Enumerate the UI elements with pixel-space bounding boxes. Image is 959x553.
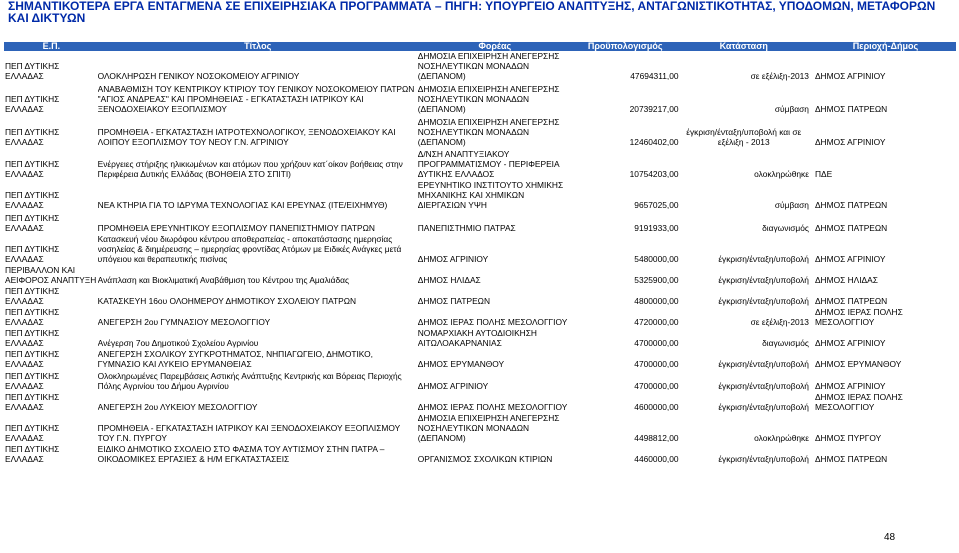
table-row <box>4 328 956 349</box>
cell-agency: ΟΡΓΑΝΙΣΜΟΣ ΣΧΟΛΙΚΩΝ ΚΤΙΡΙΩΝ <box>417 454 553 464</box>
cell-status: ολοκληρώθηκε <box>754 433 809 443</box>
table-row <box>4 370 956 392</box>
cell-area: ΔΗΜΟΣ ΠΑΤΡΕΩΝ <box>814 104 888 114</box>
table-row <box>4 180 956 211</box>
cell-budget: 4700000,00 <box>634 381 679 391</box>
table-row <box>4 211 956 234</box>
cell-area: ΠΔΕ <box>814 169 833 179</box>
cell-area: ΔΗΜΟΣ ΠΑΤΡΕΩΝ <box>814 296 888 306</box>
cell-title: ΠΡΟΜΗΘΕΙΑ - ΕΓΚΑΤΑΣΤΑΣΗ ΙΑΤΡΙΚΟΥ ΚΑΙ ΞΕΝΟΔΟΧΕΙΑΚΟΥ ΕΞΟΠΛΙΣΜΟΥ ΤΟΥ Γ.Ν. ΠΥΡΓΟΥ <box>97 423 401 443</box>
cell-ep: ΠΕΠ ΔΥΤΙΚΗΣ ΕΛΛΑΔΑΣ <box>5 213 60 233</box>
cell-status: σύμβαση <box>774 104 809 114</box>
cell-ep: ΠΕΠ ΔΥΤΙΚΗΣ ΕΛΛΑΔΑΣ <box>5 190 60 210</box>
cell-title: ΚΑΤΑΣΚΕΥΗ 16ου ΟΛΟΗΜΕΡΟΥ ΔΗΜΟΤΙΚΟΥ ΣΧΟΛΕΙΟΥ ΠΑΤΡΩΝ <box>97 296 357 306</box>
cell-ep: ΠΕΠ ΔΥΤΙΚΗΣ ΕΛΛΑΔΑΣ <box>5 371 60 391</box>
cell-ep: ΠΕΠ ΔΥΤΙΚΗΣ ΕΛΛΑΔΑΣ <box>5 328 60 348</box>
table-row <box>4 234 956 265</box>
cell-agency: ΔΗΜΟΣ ΗΛΙΔΑΣ <box>417 275 481 285</box>
cell-ep: ΠΕΠ ΔΥΤΙΚΗΣ ΕΛΛΑΔΑΣ <box>5 444 60 464</box>
cell-title: ΝΕΑ ΚΤΗΡΙΑ ΓΙΑ ΤΟ ΙΔΡΥΜΑ ΤΕΧΝΟΛΟΓΙΑΣ ΚΑΙ ΕΡΕΥΝΑΣ (ΙΤΕ/ΕΙΧΗΜΥΘ) <box>97 200 388 210</box>
cell-budget: 4460000,00 <box>634 454 679 464</box>
document-title-line-2: ΚΑΙ ΔΙΚΤΥΩΝ <box>8 11 86 25</box>
document-title-line-1: ΣΗΜΑΝΤΙΚΟΤΕΡΑ ΕΡΓΑ ΕΝΤΑΓΜΕΝΑ ΣΕ ΕΠΙΧΕΙΡΗΣΙΑΚΑ ΠΡΟΓΡΑΜΜΑΤΑ – ΠΗΓΗ: ΥΠΟΥΡΓΕΙΟ ΑΝΑΠΤΥΞΗΣ, ΑΝΤΑΓΩΝΙΣΤΙΚΟΤΗΤΑΣ, ΥΠΟΔΟΜΩΝ, ΜΕΤΑΦΟΡΩΝ <box>8 0 936 13</box>
cell-area: ΔΗΜΟΣ ΑΓΡΙΝΙΟΥ <box>814 381 886 391</box>
cell-agency: ΔΗΜΟΣΙΑ ΕΠΙΧΕΙΡΗΣΗ ΑΝΕΓΕΡΣΗΣ ΝΟΣΗΛΕΥΤΙΚΩΝ ΜΟΝΑΔΩΝ (ΔΕΠΑΝΟΜ) <box>417 117 560 147</box>
cell-area: ΔΗΜΟΣ ΠΑΤΡΕΩΝ <box>814 454 888 464</box>
cell-agency: Δ/ΝΣΗ ΑΝΑΠΤΥΞΙΑΚΟΥ ΠΡΟΓΡΑΜΜΑΤΙΣΜΟΥ - ΠΕΡΙΦΕΡΕΙΑ ΔΥΤΙΚΗΣ ΕΛΛΑΔΟΣ <box>417 149 560 179</box>
cell-agency: ΕΡΕΥΝΗΤΙΚΟ ΙΝΣΤΙΤΟΥΤΟ ΧΗΜΙΚΗΣ ΜΗΧΑΝΙΚΗΣ ΚΑΙ ΧΗΜΙΚΩΝ ΔΙΕΡΓΑΣΙΩΝ ΥΨΗ <box>417 180 564 210</box>
cell-title: ΑΝΑΒΑΘΜΙΣΗ ΤΟΥ ΚΕΝΤΡΙΚΟΥ ΚΤΙΡΙΟΥ ΤΟΥ ΓΕΝΙΚΟΥ ΝΟΣΟΚΟΜΕΙΟΥ ΠΑΤΡΩΝ "ΑΓΙΟΣ ΑΝΔΡΕΑΣ" ΚΑΙ ΠΡΟΜΗΘΕΙΑΣ - ΕΓΚΑΤΑΣΤΑΣΗ ΙΑΤΡΙΚΟΥ ΚΑΙ ΞΕΝΟΔΟΧΕΙΑΚΟΥ ΕΞΟΠΛΙΣΜΟΥ <box>97 84 415 114</box>
cell-agency: ΔΗΜΟΣ ΙΕΡΑΣ ΠΟΛΗΣ ΜΕΣΟΛΟΓΓΙΟΥ <box>417 317 568 327</box>
cell-budget: 20739217,00 <box>629 104 679 114</box>
cell-area: ΔΗΜΟΣ ΙΕΡΑΣ ΠΟΛΗΣ ΜΕΣΟΛΟΓΓΙΟΥ <box>814 392 903 412</box>
cell-agency: ΔΗΜΟΣΙΑ ΕΠΙΧΕΙΡΗΣΗ ΑΝΕΓΕΡΣΗΣ ΝΟΣΗΛΕΥΤΙΚΩΝ ΜΟΝΑΔΩΝ (ΔΕΠΑΝΟΜ) <box>417 51 560 81</box>
column-header-agency: Φορέας <box>418 42 572 51</box>
cell-title: Κατασκευή νέου διωρόφου κέντρου αποθεραπείας - αποκατάστασης ημερησίας νοσηλείας & διημέρευσης – ημερησίας φροντίδας Ατόμων με Ειδικές Ανάγκες μετά υπόγειου και θεραπευτικής πισίνας <box>97 234 402 264</box>
table-row <box>4 349 956 370</box>
table-row <box>4 307 956 328</box>
cell-status: έγκριση/ένταξη/υποβολή και σε εξέλιξη - 2013 <box>686 127 802 147</box>
cell-ep: ΠΕΠ ΔΥΤΙΚΗΣ ΕΛΛΑΔΑΣ <box>5 244 60 264</box>
cell-ep: ΠΕΠ ΔΥΤΙΚΗΣ ΕΛΛΑΔΑΣ <box>5 349 60 369</box>
cell-title: ΠΡΟΜΗΘΕΙΑ - ΕΓΚΑΤΑΣΤΑΣΗ ΙΑΤΡΟΤΕΧΝΟΛΟΓΙΚΟΥ, ΞΕΝΟΔΟΧΕΙΑΚΟΥ ΚΑΙ ΛΟΙΠΟΥ ΕΞΟΠΛΙΣΜΟΥ ΤΟΥ ΝΕΟΥ Γ.Ν. ΑΓΡΙΝΙΟΥ <box>97 127 396 147</box>
column-header-area: Περιοχή-Δήμος <box>809 42 956 51</box>
cell-status: σε εξέλιξη-2013 <box>750 317 809 327</box>
cell-status: σε εξέλιξη-2013 <box>750 71 809 81</box>
page-number: 48 <box>884 532 896 543</box>
cell-agency: ΔΗΜΟΣ ΑΓΡΙΝΙΟΥ <box>417 381 489 391</box>
cell-budget: 10754203,00 <box>629 169 679 179</box>
cell-area: ΔΗΜΟΣ ΑΓΡΙΝΙΟΥ <box>814 338 886 348</box>
cell-agency: ΔΗΜΟΣ ΠΑΤΡΕΩΝ <box>417 296 490 306</box>
cell-budget: 9657025,00 <box>634 200 679 210</box>
table-body <box>4 51 956 465</box>
cell-budget: 47694311,00 <box>630 71 679 81</box>
cell-status: διαγωνισμός <box>762 223 809 233</box>
table-header-row <box>4 42 956 51</box>
table-row <box>4 51 956 82</box>
cell-budget: 4800000,00 <box>634 296 679 306</box>
cell-status: έγκριση/ένταξη/υποβολή <box>718 359 809 369</box>
cell-ep: ΠΕΠ ΔΥΤΙΚΗΣ ΕΛΛΑΔΑΣ <box>5 286 60 306</box>
cell-status: σύμβαση <box>774 200 809 210</box>
cell-agency: ΔΗΜΟΣ ΑΓΡΙΝΙΟΥ <box>417 254 489 264</box>
cell-area: ΔΗΜΟΣ ΠΑΤΡΕΩΝ <box>814 223 888 233</box>
cell-status: έγκριση/ένταξη/υποβολή <box>718 296 809 306</box>
cell-ep: ΠΕΠ ΔΥΤΙΚΗΣ ΕΛΛΑΔΑΣ <box>5 423 60 443</box>
cell-title: ΟΛΟΚΛΗΡΩΣΗ ΓΕΝΙΚΟΥ ΝΟΣΟΚΟΜΕΙΟΥ ΑΓΡΙΝΙΟΥ <box>97 71 300 81</box>
cell-area: ΔΗΜΟΣ ΠΑΤΡΕΩΝ <box>814 200 888 210</box>
cell-budget: 4720000,00 <box>634 317 679 327</box>
cell-ep: ΠΕΠ ΔΥΤΙΚΗΣ ΕΛΛΑΔΑΣ <box>5 127 60 147</box>
column-header-ep: Ε.Π. <box>4 42 98 51</box>
cell-budget: 5325900,00 <box>634 275 679 285</box>
table-row <box>4 413 956 444</box>
cell-status: έγκριση/ένταξη/υποβολή <box>718 254 809 264</box>
cell-agency: ΔΗΜΟΣ ΕΡΥΜΑΝΘΟΥ <box>417 359 505 369</box>
cell-title: Ολοκληρωμένες Παρεμβάσεις Αστικής Ανάπτυξης Κεντρικής και Βόρειας Περιοχής Πόλης Αγρινίου του Δήμου Αγρινίου <box>97 371 402 391</box>
cell-status: έγκριση/ένταξη/υποβολή <box>718 275 809 285</box>
table-row <box>4 265 956 286</box>
cell-agency: ΔΗΜΟΣΙΑ ΕΠΙΧΕΙΡΗΣΗ ΑΝΕΓΕΡΣΗΣ ΝΟΣΗΛΕΥΤΙΚΩΝ ΜΟΝΑΔΩΝ (ΔΕΠΑΝΟΜ) <box>417 413 560 443</box>
cell-area: ΔΗΜΟΣ ΑΓΡΙΝΙΟΥ <box>814 254 886 264</box>
cell-ep: ΠΕΠ ΔΥΤΙΚΗΣ ΕΛΛΑΔΑΣ <box>5 94 60 114</box>
cell-ep: ΠΕΠ ΔΥΤΙΚΗΣ ΕΛΛΑΔΑΣ <box>5 61 60 81</box>
table-row <box>4 82 956 115</box>
cell-agency: ΔΗΜΟΣ ΙΕΡΑΣ ΠΟΛΗΣ ΜΕΣΟΛΟΓΓΙΟΥ <box>417 402 568 412</box>
table-row <box>4 286 956 307</box>
cell-area: ΔΗΜΟΣ ΑΓΡΙΝΙΟΥ <box>814 137 886 147</box>
cell-title: ΑΝΕΓΕΡΣΗ 2ου ΓΥΜΝΑΣΙΟΥ ΜΕΣΟΛΟΓΓΙΟΥ <box>97 317 271 327</box>
cell-title: ΑΝΕΓΕΡΣΗ ΣΧΟΛΙΚΟΥ ΣΥΓΚΡΟΤΗΜΑΤΟΣ, ΝΗΠΙΑΓΩΓΕΙΟ, ΔΗΜΟΤΙΚΟ, ΓΥΜΝΑΣΙΟ ΚΑΙ ΛΥΚΕΙΟ ΕΡΥΜΑΝΘΕΙΑΣ <box>97 349 373 369</box>
cell-budget: 4700000,00 <box>634 359 679 369</box>
cell-area: ΔΗΜΟΣ ΗΛΙΔΑΣ <box>814 275 878 285</box>
table-row <box>4 115 956 148</box>
cell-status: έγκριση/ένταξη/υποβολή <box>718 402 809 412</box>
cell-status: διαγωνισμός <box>762 338 809 348</box>
cell-area: ΔΗΜΟΣ ΙΕΡΑΣ ΠΟΛΗΣ ΜΕΣΟΛΟΓΓΙΟΥ <box>814 307 903 327</box>
cell-budget: 4600000,00 <box>634 402 679 412</box>
column-header-status: Κατάσταση <box>679 42 809 51</box>
cell-title: ΠΡΟΜΗΘΕΙΑ ΕΡΕΥΝΗΤΙΚΟΥ ΕΞΟΠΛΙΣΜΟΥ ΠΑΝΕΠΙΣΤΗΜΙΟΥ ΠΑΤΡΩΝ <box>97 223 375 233</box>
column-header-title: Τίτλος <box>98 42 418 51</box>
table-row <box>4 444 956 465</box>
cell-agency: ΠΑΝΕΠΙΣΤΗΜΙΟ ΠΑΤΡΑΣ <box>417 223 516 233</box>
cell-area: ΔΗΜΟΣ ΕΡΥΜΑΝΘΟΥ <box>814 359 902 369</box>
cell-ep: ΠΕΠ ΔΥΤΙΚΗΣ ΕΛΛΑΔΑΣ <box>5 392 60 412</box>
cell-title: Ενέργειες στήριξης ηλικιωμένων και ατόμων που χρήζουν κατ΄οίκον βοήθειας στην Περιφέρεια Δυτικής Ελλάδας (ΒΟΗΘΕΙΑ ΣΤΟ ΣΠΙΤΙ) <box>97 159 403 179</box>
cell-status: έγκριση/ένταξη/υποβολή <box>718 454 809 464</box>
cell-agency: ΝΟΜΑΡΧΙΑΚΗ ΑΥΤΟΔΙΟΙΚΗΣΗ ΑΙΤΩΛΟΑΚΑΡΝΑΝΙΑΣ <box>417 328 537 348</box>
cell-title: Ανάπλαση και Βιοκλιματική Αναβάθμιση του Κέντρου της Αμαλιάδας <box>97 275 350 285</box>
table-row <box>4 392 956 413</box>
cell-budget: 12460402,00 <box>629 137 679 147</box>
cell-status: έγκριση/ένταξη/υποβολή <box>718 381 809 391</box>
cell-budget: 5480000,00 <box>634 254 679 264</box>
cell-budget: 4700000,00 <box>634 338 679 348</box>
cell-ep: ΠΕΠ ΔΥΤΙΚΗΣ ΕΛΛΑΔΑΣ <box>5 307 60 327</box>
cell-budget: 4498812,00 <box>634 433 679 443</box>
projects-table <box>4 42 956 465</box>
cell-title: ΕΙΔΙΚΟ ΔΗΜΟΤΙΚΟ ΣΧΟΛΕΙΟ ΣΤΟ ΦΑΣΜΑ ΤΟΥ ΑΥΤΙΣΜΟΥ ΣΤΗΝ ΠΑΤΡΑ – ΟΙΚΟΔΟΜΙΚΕΣ ΕΡΓΑΣΙΕΣ & Η/Μ ΕΓΚΑΤΑΣΤΑΣΕΙΣ <box>97 444 385 464</box>
table-row <box>4 148 956 180</box>
cell-agency: ΔΗΜΟΣΙΑ ΕΠΙΧΕΙΡΗΣΗ ΑΝΕΓΕΡΣΗΣ ΝΟΣΗΛΕΥΤΙΚΩΝ ΜΟΝΑΔΩΝ (ΔΕΠΑΝΟΜ) <box>417 84 560 114</box>
cell-ep: ΠΕΠ ΔΥΤΙΚΗΣ ΕΛΛΑΔΑΣ <box>5 159 60 179</box>
cell-title: ΑΝΕΓΕΡΣΗ 2ου ΛΥΚΕΙΟΥ ΜΕΣΟΛΟΓΓΙΟΥ <box>97 402 258 412</box>
column-header-budget: Προϋπολογισμός <box>572 42 679 51</box>
cell-budget: 9191933,00 <box>634 223 679 233</box>
cell-ep: ΠΕΡΙΒΑΛΛΟΝ ΚΑΙ ΑΕΙΦΟΡΟΣ ΑΝΑΠΤΥΞΗ <box>5 265 97 285</box>
cell-title: Ανέγερση 7ου Δημοτικού Σχολείου Αγρινίου <box>97 338 259 348</box>
cell-area: ΔΗΜΟΣ ΠΥΡΓΟΥ <box>814 433 882 443</box>
cell-area: ΔΗΜΟΣ ΑΓΡΙΝΙΟΥ <box>814 71 886 81</box>
cell-status: ολοκληρώθηκε <box>754 169 809 179</box>
document-title <box>8 0 954 24</box>
document-header <box>0 0 959 26</box>
